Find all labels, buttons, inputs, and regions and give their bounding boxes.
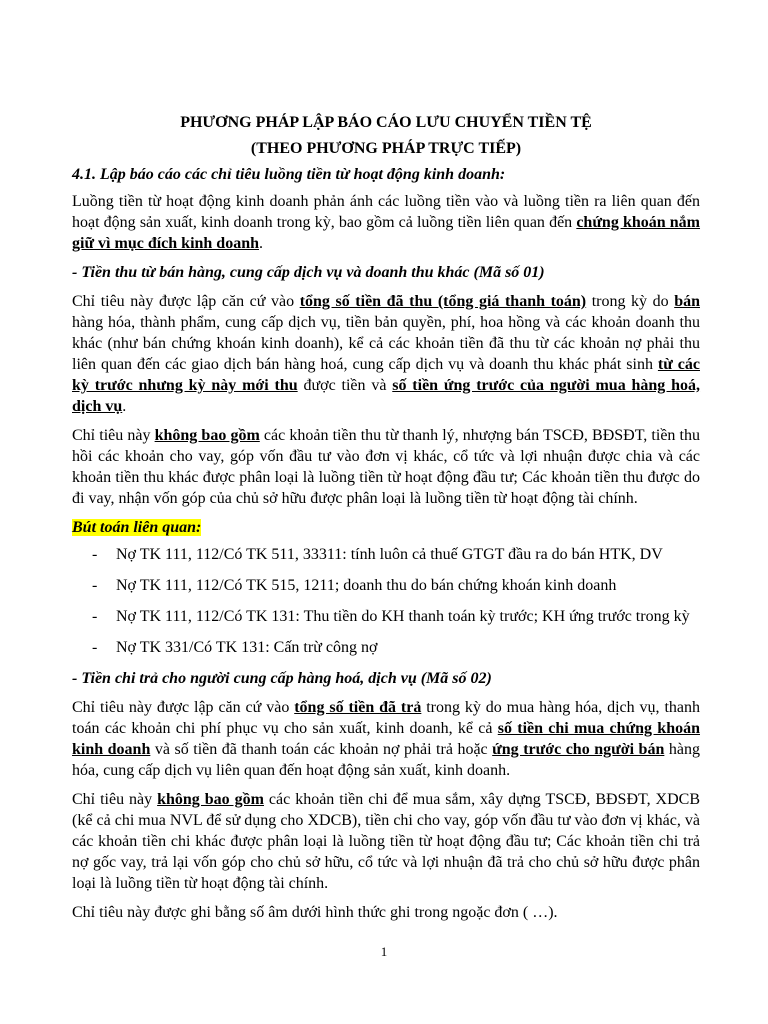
section-heading: 4.1. Lập báo cáo các chỉ tiêu luồng tiền từ hoạt động kinh doanh: — [72, 166, 506, 183]
page-number: 1 — [380, 944, 388, 959]
emphasis-text: ứng trước cho người bán — [492, 741, 665, 758]
emphasis-text: không bao gồm — [154, 427, 260, 444]
dash-bullet: - — [92, 639, 98, 656]
paragraph-01-exclusions: Chỉ tiêu này không bao gồm các khoản tiền thu từ thanh lý, nhượng bán TSCĐ, BĐSĐT, tiền thu hồi các khoản cho vay, góp vốn đầu tư vào đơn vị khác, cổ tức và lợi nhuận được chia và các khoản tiền thu khác được phân loại là luồng tiền từ hoạt động đầu tư; Các khoản tiền thu được do đi vay, nhận vốn góp của chủ sở hữu được phân loại là luồng tiền từ hoạt động tài chính. — [72, 427, 701, 507]
document-title-line1: PHƯƠNG PHÁP LẬP BÁO CÁO LƯU CHUYỂN TIỀN TỆ — [180, 114, 592, 131]
dash-bullet: - — [92, 608, 98, 625]
paragraph-01-basis: Chỉ tiêu này được lập căn cứ vào tổng số tiền đã thu (tổng giá thanh toán) trong kỳ do bán hàng hóa, thành phẩm, cung cấp dịch vụ, tiền bản quyền, phí, hoa hồng và các khoản doanh thu khác (như bán chứng khoán kinh doanh), kể cả các khoản tiền đã thu từ các khoản nợ phải thu liên quan đến các giao dịch bán hàng hoá, cung cấp dịch vụ và doanh thu khác phát sinh từ các kỳ trước nhưng kỳ này mới thu được tiền và số tiền ứng trước của người mua hàng hoá, dịch vụ. — [72, 293, 701, 415]
emphasis-text: bán — [674, 293, 700, 310]
emphasis-text: số tiền chi mua chứng khoán kinh doanh — [72, 720, 700, 758]
subsection-heading-01: - Tiền thu từ bán hàng, cung cấp dịch vụ và doanh thu khác (Mã số 01) — [72, 264, 545, 281]
subsection-heading-02: - Tiền chi trả cho người cung cấp hàng hoá, dịch vụ (Mã số 02) — [72, 670, 492, 687]
list-item: - Nợ TK 111, 112/Có TK 515, 1211; doanh thu do bán chứng khoán kinh doanh — [92, 577, 617, 594]
paragraph-02-basis: Chỉ tiêu này được lập căn cứ vào tổng số tiền đã trả trong kỳ do mua hàng hóa, dịch vụ, thanh toán các khoản chi phí phục vụ cho sản xuất, kinh doanh, kể cả số tiền chi mua chứng khoán kinh doanh và số tiền đã thanh toán các khoản nợ phải trả hoặc ứng trước cho người bán hàng hóa, cung cấp dịch vụ liên quan đến hoạt động sản xuất, kinh doanh. — [72, 699, 700, 779]
paragraph-02-exclusions: Chỉ tiêu này không bao gồm các khoản tiền chi để mua sắm, xây dựng TSCĐ, BĐSĐT, XDCB (kể cả chi mua NVL để sử dụng cho XDCB), tiền chi cho vay, góp vốn đầu tư vào đơn vị khác, và các khoản tiền chi khác được phân loại là luồng tiền từ hoạt động đầu tư; Các khoản tiền chi trả nợ gốc vay, trả lại vốn góp cho chủ sở hữu, cổ tức và lợi nhuận đã trả cho chủ sở hữu được phân loại là luồng tiền từ hoạt động tài chính. — [72, 791, 701, 892]
emphasis-text: từ các kỳ trước nhưng kỳ này mới thu — [72, 356, 700, 394]
emphasis-text: số tiền ứng trước của người mua hàng hoá, dịch vụ — [72, 377, 701, 415]
list-item: - Nợ TK 331/Có TK 131: Cấn trừ công nợ — [92, 639, 378, 656]
list-item: - Nợ TK 111, 112/Có TK 511, 33311: tính luôn cả thuế GTGT đầu ra do bán HTK, DV — [92, 546, 663, 563]
emphasis-text: tổng số tiền đã trả — [294, 699, 422, 716]
emphasis-text: tổng số tiền đã thu (tổng giá thanh toán) — [299, 293, 587, 310]
entries-label — [72, 517, 700, 538]
intro-paragraph: Luồng tiền từ hoạt động kinh doanh phản ánh các luồng tiền vào và luồng tiền ra liên quan đến hoạt động sản xuất, kinh doanh trong kỳ, bao gồm cả luồng tiền liên quan đến chứng khoán nắm giữ vì mục đích kinh doanh. — [72, 193, 701, 252]
emphasis-text: chứng khoán nắm giữ vì mục đích kinh doanh — [72, 214, 701, 252]
dash-bullet: - — [92, 577, 98, 594]
highlighted-label: Bút toán liên quan: — [72, 519, 202, 536]
list-item: - Nợ TK 111, 112/Có TK 131: Thu tiền do KH thanh toán kỳ trước; KH ứng trước trong kỳ — [92, 608, 690, 625]
document-title-line2: (THEO PHƯƠNG PHÁP TRỰC TIẾP) — [250, 140, 522, 157]
paragraph-02-note: Chỉ tiêu này được ghi bằng số âm dưới hình thức ghi trong ngoặc đơn ( …). — [72, 904, 558, 921]
dash-bullet: - — [92, 546, 98, 563]
entries-list — [72, 544, 700, 658]
emphasis-text: không bao gồm — [157, 791, 264, 808]
document-page — [72, 110, 700, 931]
